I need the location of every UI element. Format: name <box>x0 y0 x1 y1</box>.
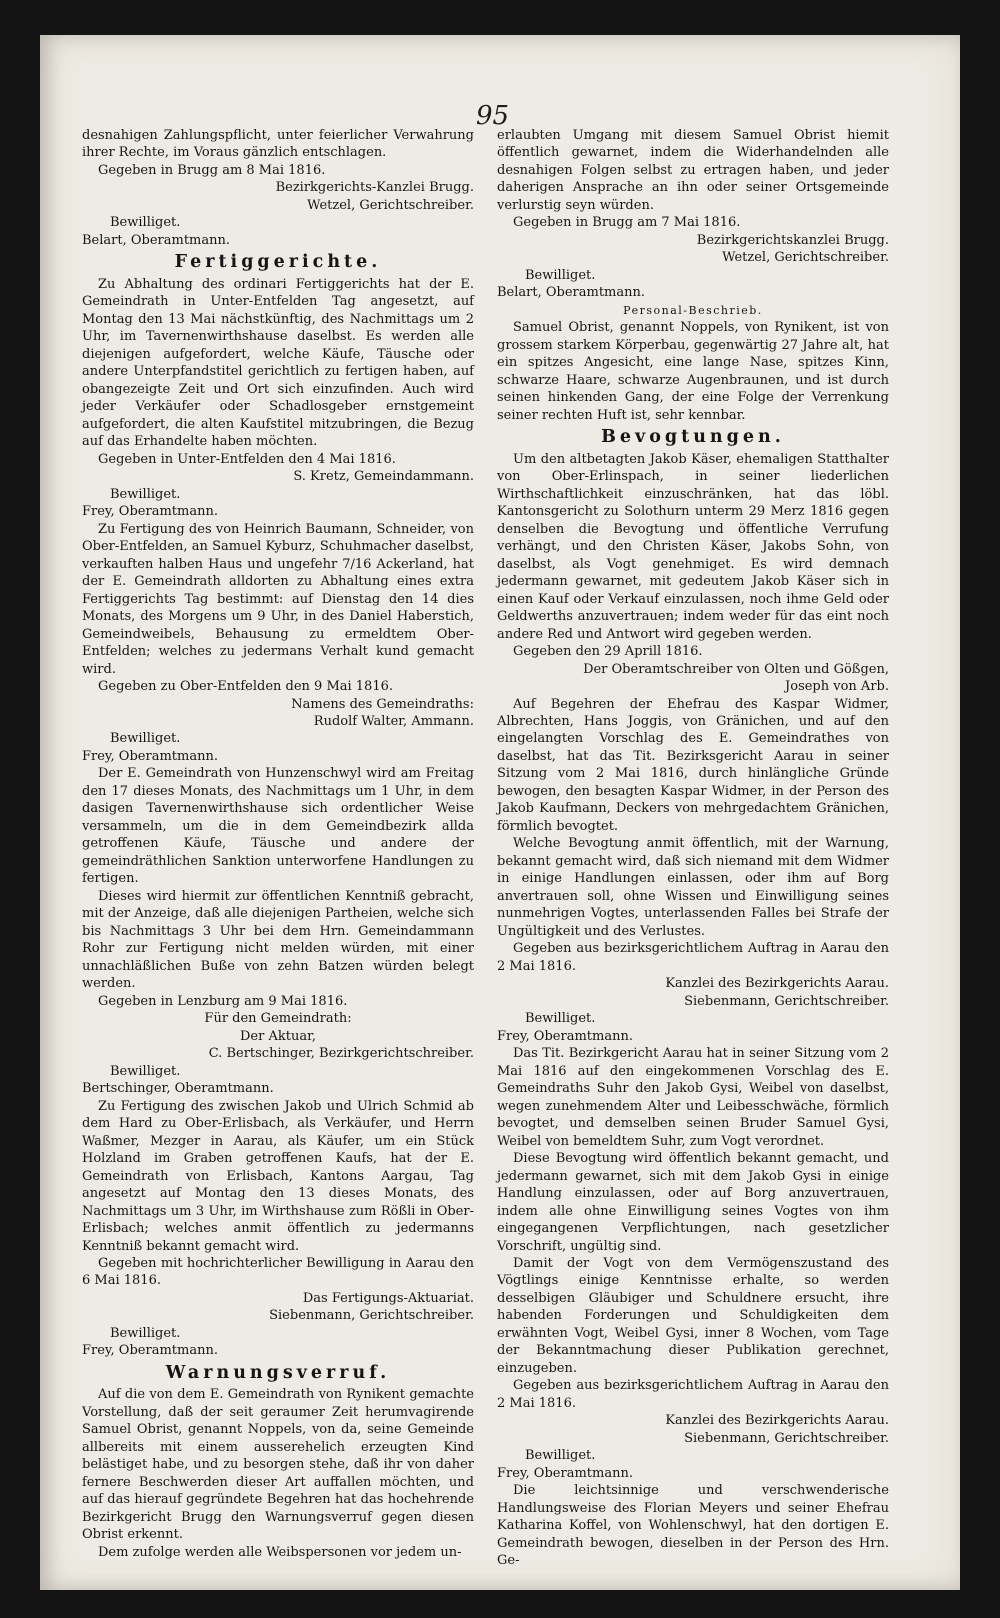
paragraph: Personal-Beschrieb. <box>623 303 763 317</box>
section-heading: Fertiggerichte. <box>174 252 382 273</box>
paragraph: Bezirkgerichts-Kanzlei Brugg. <box>275 180 474 196</box>
paragraph: Der Oberamtschreiber von Olten und Gößgen, <box>583 661 889 677</box>
paragraph: Gegeben mit hochrichterlicher Bewilligung in Aarau den 6 Mai 1816. <box>82 1256 474 1289</box>
paragraph: Belart, Oberamtmann. <box>497 285 646 301</box>
paragraph: Bewilliget. <box>525 1011 596 1027</box>
paragraph: Das Fertigungs-Aktuariat. <box>302 1290 474 1306</box>
paragraph: Belart, Oberamtmann. <box>82 232 231 248</box>
paragraph: Wetzel, Gerichtschreiber. <box>722 250 889 266</box>
paragraph: Frey, Oberamtmann. <box>497 1465 633 1481</box>
paragraph: Bezirkgerichtskanzlei Brugg. <box>696 232 889 248</box>
paragraph: Zu Abhaltung des ordinari Fertiggerichts hat der E. Gemeindrath in Unter-Entfelden Tag angesetzt, auf Montag den 13 Mai nächstkünftig, des Nachmittags um 2 Uhr, im Tavernenwirthshause daselbst. Es werden alle diejenigen aufgefordert, welche Käufe, Täusche oder andere Unterpfandstitel gerichtlich zu fertigen haben, auf obangezeigte Zeit und Ort sich einzufinden. Auch wird jeder Verkäufer oder Schadlosgeber ernstgemeint aufgefordert, die alten Kaufstitel mitzubringen, die Bezug auf das Erhandelte haben möchten. <box>82 276 474 450</box>
paragraph: Damit der Vogt von dem Vermögenszustand des Vögtlings einige Kenntnisse erhalte, so werden desselbigen Gläubiger und Schuldnere ersucht, ihre habenden Forderungen und Schuldigkeiten dem erwähnten Vogt, Weibel Gysi, inner 8 Wochen, vom Tage der Bekanntmachung dieser Publikation gerechnet, einzugeben. <box>497 1256 889 1376</box>
paragraph: Zu Fertigung des von Heinrich Baumann, Schneider, von Ober-Entfelden, an Samuel Kyburz, Schuhmacher daselbst, verkauften halben Haus und ungefehr 7/16 Ackerland, hat der E. Gemeindrath alldorten zu Abhaltung eines extra Fertiggerichts Tag bestimmt: auf Dienstag den 14 dies Monats, des Morgens um 9 Uhr, in des Daniel Haberstich, Gemeindweibels, Behausung zu ermeldtem Ober-Entfelden; welches zu jedermans Verhalt kund gemacht wird. <box>82 521 474 677</box>
paragraph: Dieses wird hiermit zur öffentlichen Kenntniß gebracht, mit der Anzeige, daß alle diejenigen Partheien, welche sich bis Nachmittags 3 Uhr bei dem Hrn. Gemeindammann Rohr zur Fertigung nicht melden würden, mit einer unnachläßlichen Buße von zehn Batzen würden belegt werden. <box>82 888 474 992</box>
paragraph: Die leichtsinnige und verschwenderische Handlungsweise des Florian Meyers und seiner Ehefrau Katharina Koffel, von Wohlenschwyl, hat den dortigen E. Gemeindrath bewogen, dieselben in der Person des Hrn. Ge- <box>497 1483 889 1569</box>
paragraph: Gegeben in Brugg am 8 Mai 1816. <box>98 162 326 178</box>
paragraph: Wetzel, Gerichtschreiber. <box>307 197 474 213</box>
paragraph: Gegeben aus bezirksgerichtlichem Auftrag in Aarau den 2 Mai 1816. <box>497 1378 889 1411</box>
right-column <box>497 127 889 1570</box>
paragraph: Siebenmann, Gerichtschreiber. <box>684 1430 889 1446</box>
paragraph: Bewilliget. <box>110 1063 181 1079</box>
paragraph: Siebenmann, Gerichtschreiber. <box>684 993 889 1009</box>
paragraph: Der Aktuar, <box>240 1028 316 1044</box>
paragraph: Für den Gemeindrath: <box>204 1011 352 1027</box>
paragraph: Gegeben in Brugg am 7 Mai 1816. <box>513 215 741 231</box>
paragraph: Bewilliget. <box>110 215 181 231</box>
paragraph: Auf Begehren der Ehefrau des Kaspar Widmer, Albrechten, Hans Joggis, von Gränichen, und auf den eingelangten Vorschlag des E. Gemeindrathes von daselbst, hat das Tit. Bezirksgericht Aarau in seiner Sitzung vom 2 Mai 1816, durch hinlängliche Gründe bewogen, den besagten Kaspar Widmer, in der Person des Jakob Kaufmann, Deckers von mehrgedachtem Gränichen, förmlich bevogtet. <box>497 696 889 834</box>
page-number: 95 <box>476 101 510 131</box>
paragraph: desnahigen Zahlungspflicht, unter feierlicher Verwahrung ihrer Rechte, im Voraus gänzlich entschlagen. <box>82 128 474 161</box>
paragraph: Rudolf Walter, Ammann. <box>313 713 474 729</box>
paragraph: Joseph von Arb. <box>785 679 889 695</box>
paragraph: Bewilliget. <box>525 1448 596 1464</box>
paragraph: S. Kretz, Gemeindammann. <box>293 469 474 485</box>
paragraph: Frey, Oberamtmann. <box>82 1343 218 1359</box>
paragraph: Bewilliget. <box>110 486 181 502</box>
paragraph: Bewilliget. <box>110 731 181 747</box>
section-heading: Warnungsverruf. <box>165 1362 391 1383</box>
paragraph: Bewilliget. <box>110 1325 181 1341</box>
paragraph: Frey, Oberamtmann. <box>82 748 218 764</box>
paragraph: Gegeben in Lenzburg am 9 Mai 1816. <box>98 993 348 1009</box>
paragraph: Siebenmann, Gerichtschreiber. <box>269 1308 474 1324</box>
paragraph: Der E. Gemeindrath von Hunzenschwyl wird am Freitag den 17 dieses Monats, des Nachmittags um 1 Uhr, in dem dasigen Tavernenwirthshause sich ordentlicher Weise versammeln, um die in dem Gemeindbezirk allda getroffenen Käufe, Täusche und andere der gemeindräthlichen Sanktion unterworfene Handlungen zu fertigen. <box>82 766 474 887</box>
paragraph: erlaubten Umgang mit diesem Samuel Obrist hiemit öffentlich gewarnet, indem die Widerhandelnden alle desnahigen Folgen selbst zu ertragen haben, und jeder daherigen Ansprache an ihn oder seiner Ortsgemeinde verlurstig seyn würden. <box>497 128 889 213</box>
paragraph: Frey, Oberamtmann. <box>82 504 218 520</box>
section-heading: Bevogtungen. <box>601 427 785 448</box>
paragraph: Namens des Gemeindraths: <box>291 696 474 712</box>
paragraph: Bertschinger, Oberamtmann. <box>82 1081 274 1097</box>
paragraph: C. Bertschinger, Bezirkgerichtschreiber. <box>208 1046 474 1062</box>
left-column <box>82 127 474 1561</box>
paragraph: Dem zufolge werden alle Weibspersonen vor jedem un- <box>98 1544 462 1560</box>
paragraph: Frey, Oberamtmann. <box>497 1028 633 1044</box>
paragraph: Das Tit. Bezirkgericht Aarau hat in seiner Sitzung vom 2 Mai 1816 auf den eingekommenen Vorschlag des E. Gemeindraths Suhr den Jakob Gysi, Weibel von daselbst, wegen zunehmendem Alter und Leibesschwäche, förmlich bevogtet, und demselben seinen Bruder Samuel Gysi, Weibel von bemeldtem Suhr, zum Vogt verordnet. <box>497 1046 889 1149</box>
paragraph: Kanzlei des Bezirkgerichts Aarau. <box>665 1413 889 1429</box>
paragraph: Um den altbetagten Jakob Käser, ehemaligen Statthalter von Ober-Erlinspach, in seiner liederlichen Wirthschaftlichkeit einzuschränken, hat das löbl. Kantonsgericht zu Solothurn unterm 29 Merz 1816 gegen denselben die Bevogtung und öffentliche Verrufung verhängt, und den Christen Käser, Jakobs Sohn, von daselbst, als Vogt genehmiget. Es wird demnach jedermann gewarnet, mit gedeutem Jakob Käser sich in einen Kauf oder Verkauf einzulassen, noch ihme Geld oder Geldwerths anzuvertrauen; indem weder für das eint noch andere Red und Antwort wird gegeben werden. <box>497 451 889 642</box>
paragraph: Gegeben aus bezirksgerichtlichem Auftrag in Aarau den 2 Mai 1816. <box>497 941 889 974</box>
paragraph: Gegeben zu Ober-Entfelden den 9 Mai 1816. <box>98 679 394 695</box>
paragraph: Samuel Obrist, genannt Noppels, von Rynikent, ist von grossem starkem Körperbau, gegenwärtig 27 Jahre alt, hat ein spitzes Angesicht, eine lange Nase, spitzes Kinn, schwarze Haare, schwarze Augenbraunen, und ist durch seinen hinkenden Gang, der eine Folge der Verrenkung seiner rechten Huft ist, sehr kennbar. <box>497 320 889 423</box>
paragraph: Auf die von dem E. Gemeindrath von Rynikent gemachte Vorstellung, daß der seit geraumer Zeit herumvagirende Samuel Obrist, genannt Noppels, von da, seine Gemeinde allbereits mit einem ausserehelich erzeugten Kind belästiget habe, und zu besorgen stehe, daß ihr von daher fernere Beschwerden dieser Art auffallen möchten, und auf das hierauf gegründete Begehren hat das hochehrende Bezirkgericht Brugg den Warnungsverruf gegen diesen Obrist erkennt. <box>82 1387 474 1543</box>
paragraph: Diese Bevogtung wird öffentlich bekannt gemacht, und jedermann gewarnet, sich mit dem Jakob Gysi in einige Handlung einzulassen, oder auf Borg anzuvertrauen, indem alle ohne Einwilligung seines Vogtes von ihm eingegangenen Verpflichtungen, nach gesetzlicher Vorschrift, ungültig sind. <box>497 1151 889 1254</box>
paragraph: Gegeben den 29 Aprill 1816. <box>513 644 703 660</box>
paragraph: Bewilliget. <box>525 267 596 283</box>
paragraph: Zu Fertigung des zwischen Jakob und Ulrich Schmid ab dem Hard zu Ober-Erlisbach, als Verkäufer, und Herrn Waßmer, Mezger in Aarau, als Käufer, um ein Stück Holzland im Graben getroffenen Kaufs, hat der E. Gemeindrath von Erlisbach, Kantons Aargau, Tag angesetzt auf Montag den 13 dieses Monats, des Nachmittags um 3 Uhr, im Wirthshause zum Rößli in Ober-Erlisbach; welches anmit öffentlich zu jedermanns Kenntniß bekannt gemacht wird. <box>82 1098 474 1254</box>
paragraph: Welche Bevogtung anmit öffentlich, mit der Warnung, bekannt gemacht wird, daß sich niemand mit dem Widmer in einige Handlungen einlassen, oder ihm auf Borg anvertrauen soll, ohne Wissen und Einwilligung seines nunmehrigen Vogtes, unterlassenden Falles bei Strafe der Ungültigkeit und des Verlustes. <box>497 836 889 939</box>
paragraph: Gegeben in Unter-Entfelden den 4 Mai 1816. <box>98 451 396 467</box>
paragraph: Kanzlei des Bezirkgerichts Aarau. <box>665 976 889 992</box>
